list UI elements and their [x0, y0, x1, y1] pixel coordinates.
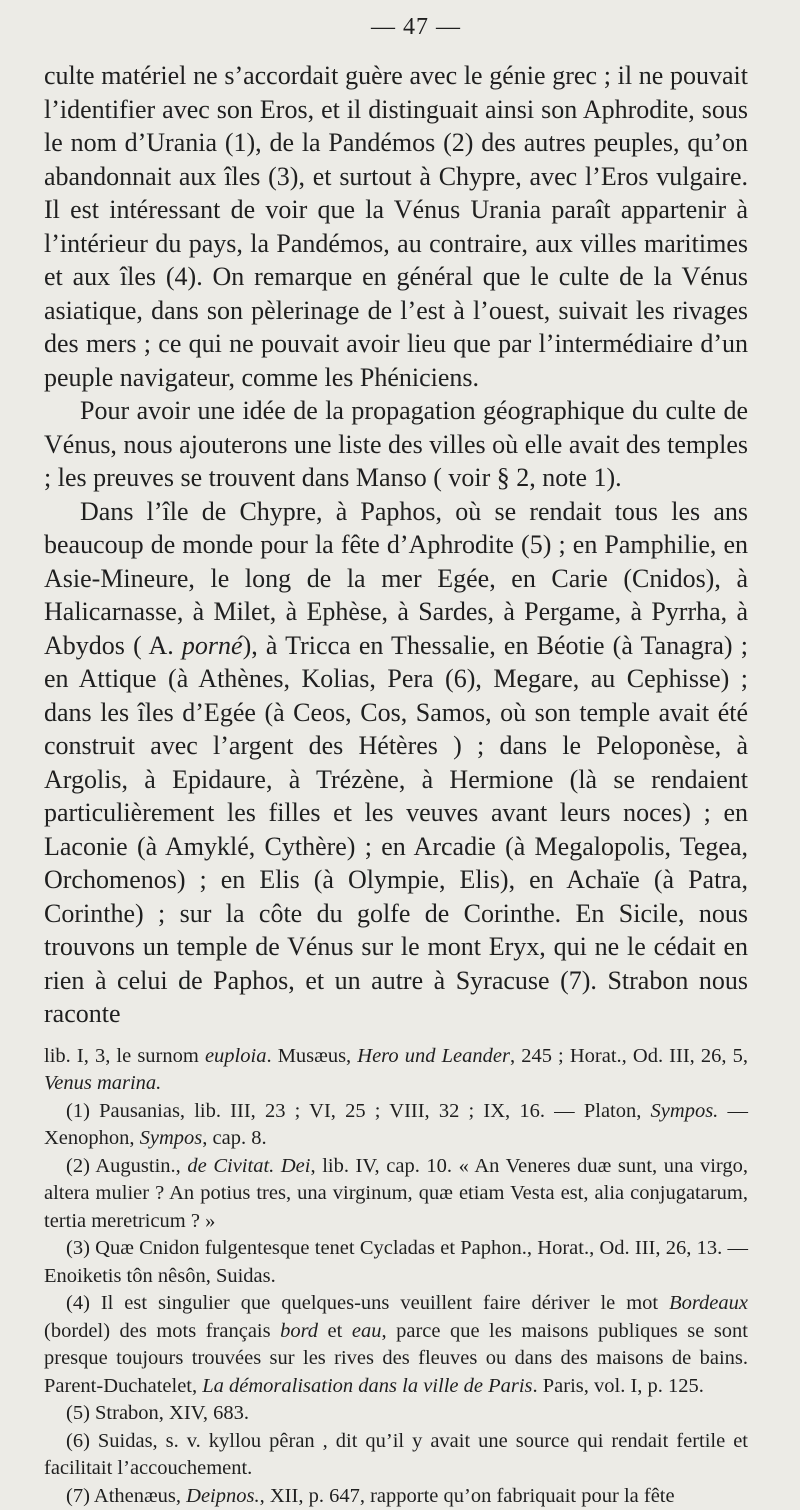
footnote-italic: eau	[352, 1320, 382, 1342]
footnote-text: . Musæus,	[266, 1045, 357, 1067]
footnote-text: (4) Il est singulier que quelques-uns veuillent faire dériver le mot	[66, 1292, 669, 1314]
footnote-italic: Bordeaux	[669, 1292, 748, 1314]
footnote-text: — Xenophon,	[44, 1100, 748, 1150]
footnote-text: (1) Pausanias, lib. III, 23 ; VI, 25 ; VIII, 32 ; IX, 16. — Platon,	[66, 1100, 651, 1122]
porne-term: porné	[182, 631, 243, 660]
footnote-italic: de Civitat. Dei	[187, 1155, 310, 1177]
footnote-text: et	[318, 1320, 352, 1342]
footnote-text: (2) Augustin.,	[66, 1155, 187, 1177]
paragraph-3-part-a: Dans l’île de Chypre, à Paphos, où se rendait tous les ans beaucoup de monde pour la fête d’Aphrodite (5) ; en Pamphilie, en Asie-Mineure, le long de la mer Egée, en Carie (Cnidos), à Halicarnasse, à Milet, à Ephèse, à Sardes, à Pergame, à Pyrrha, à Abydos ( A.	[44, 497, 748, 660]
paragraph-2: Pour avoir une idée de la propagation géographique du culte de Vénus, nous ajouterons une liste des villes où elle avait des temples ; les preuves se trouvent dans Manso ( voir § 2, note 1).	[44, 394, 748, 495]
footnote-3: (3) Quæ Cnidon fulgentesque tenet Cycladas et Paphon., Horat., Od. III, 26, 13. — Enoiketis tôn nêsôn, Suidas.	[44, 1235, 748, 1290]
paragraph-1: culte matériel ne s’accordait guère avec le génie grec ; il ne pouvait l’identifier avec son Eros, et il distinguait ainsi son Aphrodite, sous le nom d’Urania (1), de la Pandémos (2) des autres peuples, qu’on abandonnait aux îles (3), et surtout à Chypre, avec l’Eros vulgaire. Il est intéressant de voir que la Vénus Urania paraît appartenir à l’intérieur du pays, la Pandémos, au contraire, aux villes maritimes et aux îles (4). On remarque en général que le culte de la Vénus asiatique, dans son pèlerinage de l’est à l’ouest, suivait les rivages des mers ; ce qui ne pouvait avoir lieu que par l’intermédiaire d’un peuple navigateur, comme les Phéniciens.	[44, 59, 748, 394]
footnote-text: lib. I, 3, le surnom	[44, 1045, 205, 1067]
page-number: — 47 —	[84, 14, 748, 41]
footnote-italic: euploia	[205, 1045, 267, 1067]
footnote-italic: La démoralisation dans la ville de Paris	[202, 1375, 532, 1397]
footnote-italic: Sympos.	[651, 1100, 719, 1122]
footnote-6: (6) Suidas, s. v. kyllou pêran , dit qu’il y avait une source qui rendait fertile et facilitait l’accouchement.	[44, 1428, 748, 1483]
footnote-italic: Sympos	[140, 1127, 203, 1149]
footnote-text: (7) Athenæus,	[66, 1485, 186, 1507]
footnote-continuation	[44, 1043, 748, 1098]
footnote-text: , lib. IV, cap. 10. « An Veneres duæ sunt, una virgo, altera mulier ? An potius tres, una virginum, quæ etiam Vesta est, alia conjugatarum, tertia meretricum ? »	[44, 1155, 748, 1232]
footnote-4	[44, 1290, 748, 1400]
footnotes	[44, 1043, 748, 1510]
footnote-text: (bordel) des mots français	[44, 1320, 280, 1342]
paragraph-3	[44, 495, 748, 1031]
footnote-italic: Venus marina.	[44, 1072, 161, 1094]
footnote-italic: bord	[280, 1320, 318, 1342]
footnote-7	[44, 1483, 748, 1510]
footnote-2	[44, 1153, 748, 1236]
paragraph-3-part-b: ), à Tricca en Thessalie, en Béotie (à Tanagra) ; en Attique (à Athènes, Kolias, Pera (6), Megare, au Cephisse) ; dans les îles d’Egée (à Ceos, Cos, Samos, où son temple avait été construit avec l’argent des Hétères ) ; dans le Peloponèse, à Argolis, à Epidaure, à Trézène, à Hermione (là se rendaient particulièrement les filles et les veuves avant leurs noces) ; en Laconie (à Amyklé, Cythère) ; en Arcadie (à Megalopolis, Tegea, Orchomenos) ; en Elis (à Olympie, Elis), en Achaïe (à Patra, Corinthe) ; sur la côte du golfe de Corinthe. En Sicile, nous trouvons un temple de Vénus sur le mont Eryx, qui ne le cédait en rien à celui de Paphos, et un autre à Syracuse (7). Strabon nous raconte	[44, 631, 748, 1029]
main-text	[44, 59, 748, 1031]
footnote-italic: Deipnos.	[186, 1485, 259, 1507]
footnote-text: , parce que les maisons publiques se sont presque toujours trouvées sur les rives des fleuves ou dans des maisons de bains. Parent-Duchatelet,	[44, 1320, 748, 1397]
footnote-1	[44, 1098, 748, 1153]
footnote-5: (5) Strabon, XIV, 683.	[44, 1400, 748, 1428]
footnote-italic: Hero und Leander	[357, 1045, 510, 1067]
footnote-text: . Paris, vol. I, p. 125.	[533, 1375, 704, 1397]
footnote-text: , XII, p. 647, rapporte qu’on fabriquait pour la fête	[260, 1485, 675, 1507]
footnote-text: , cap. 8.	[202, 1127, 266, 1149]
footnote-text: , 245 ; Horat., Od. III, 26, 5,	[510, 1045, 748, 1067]
